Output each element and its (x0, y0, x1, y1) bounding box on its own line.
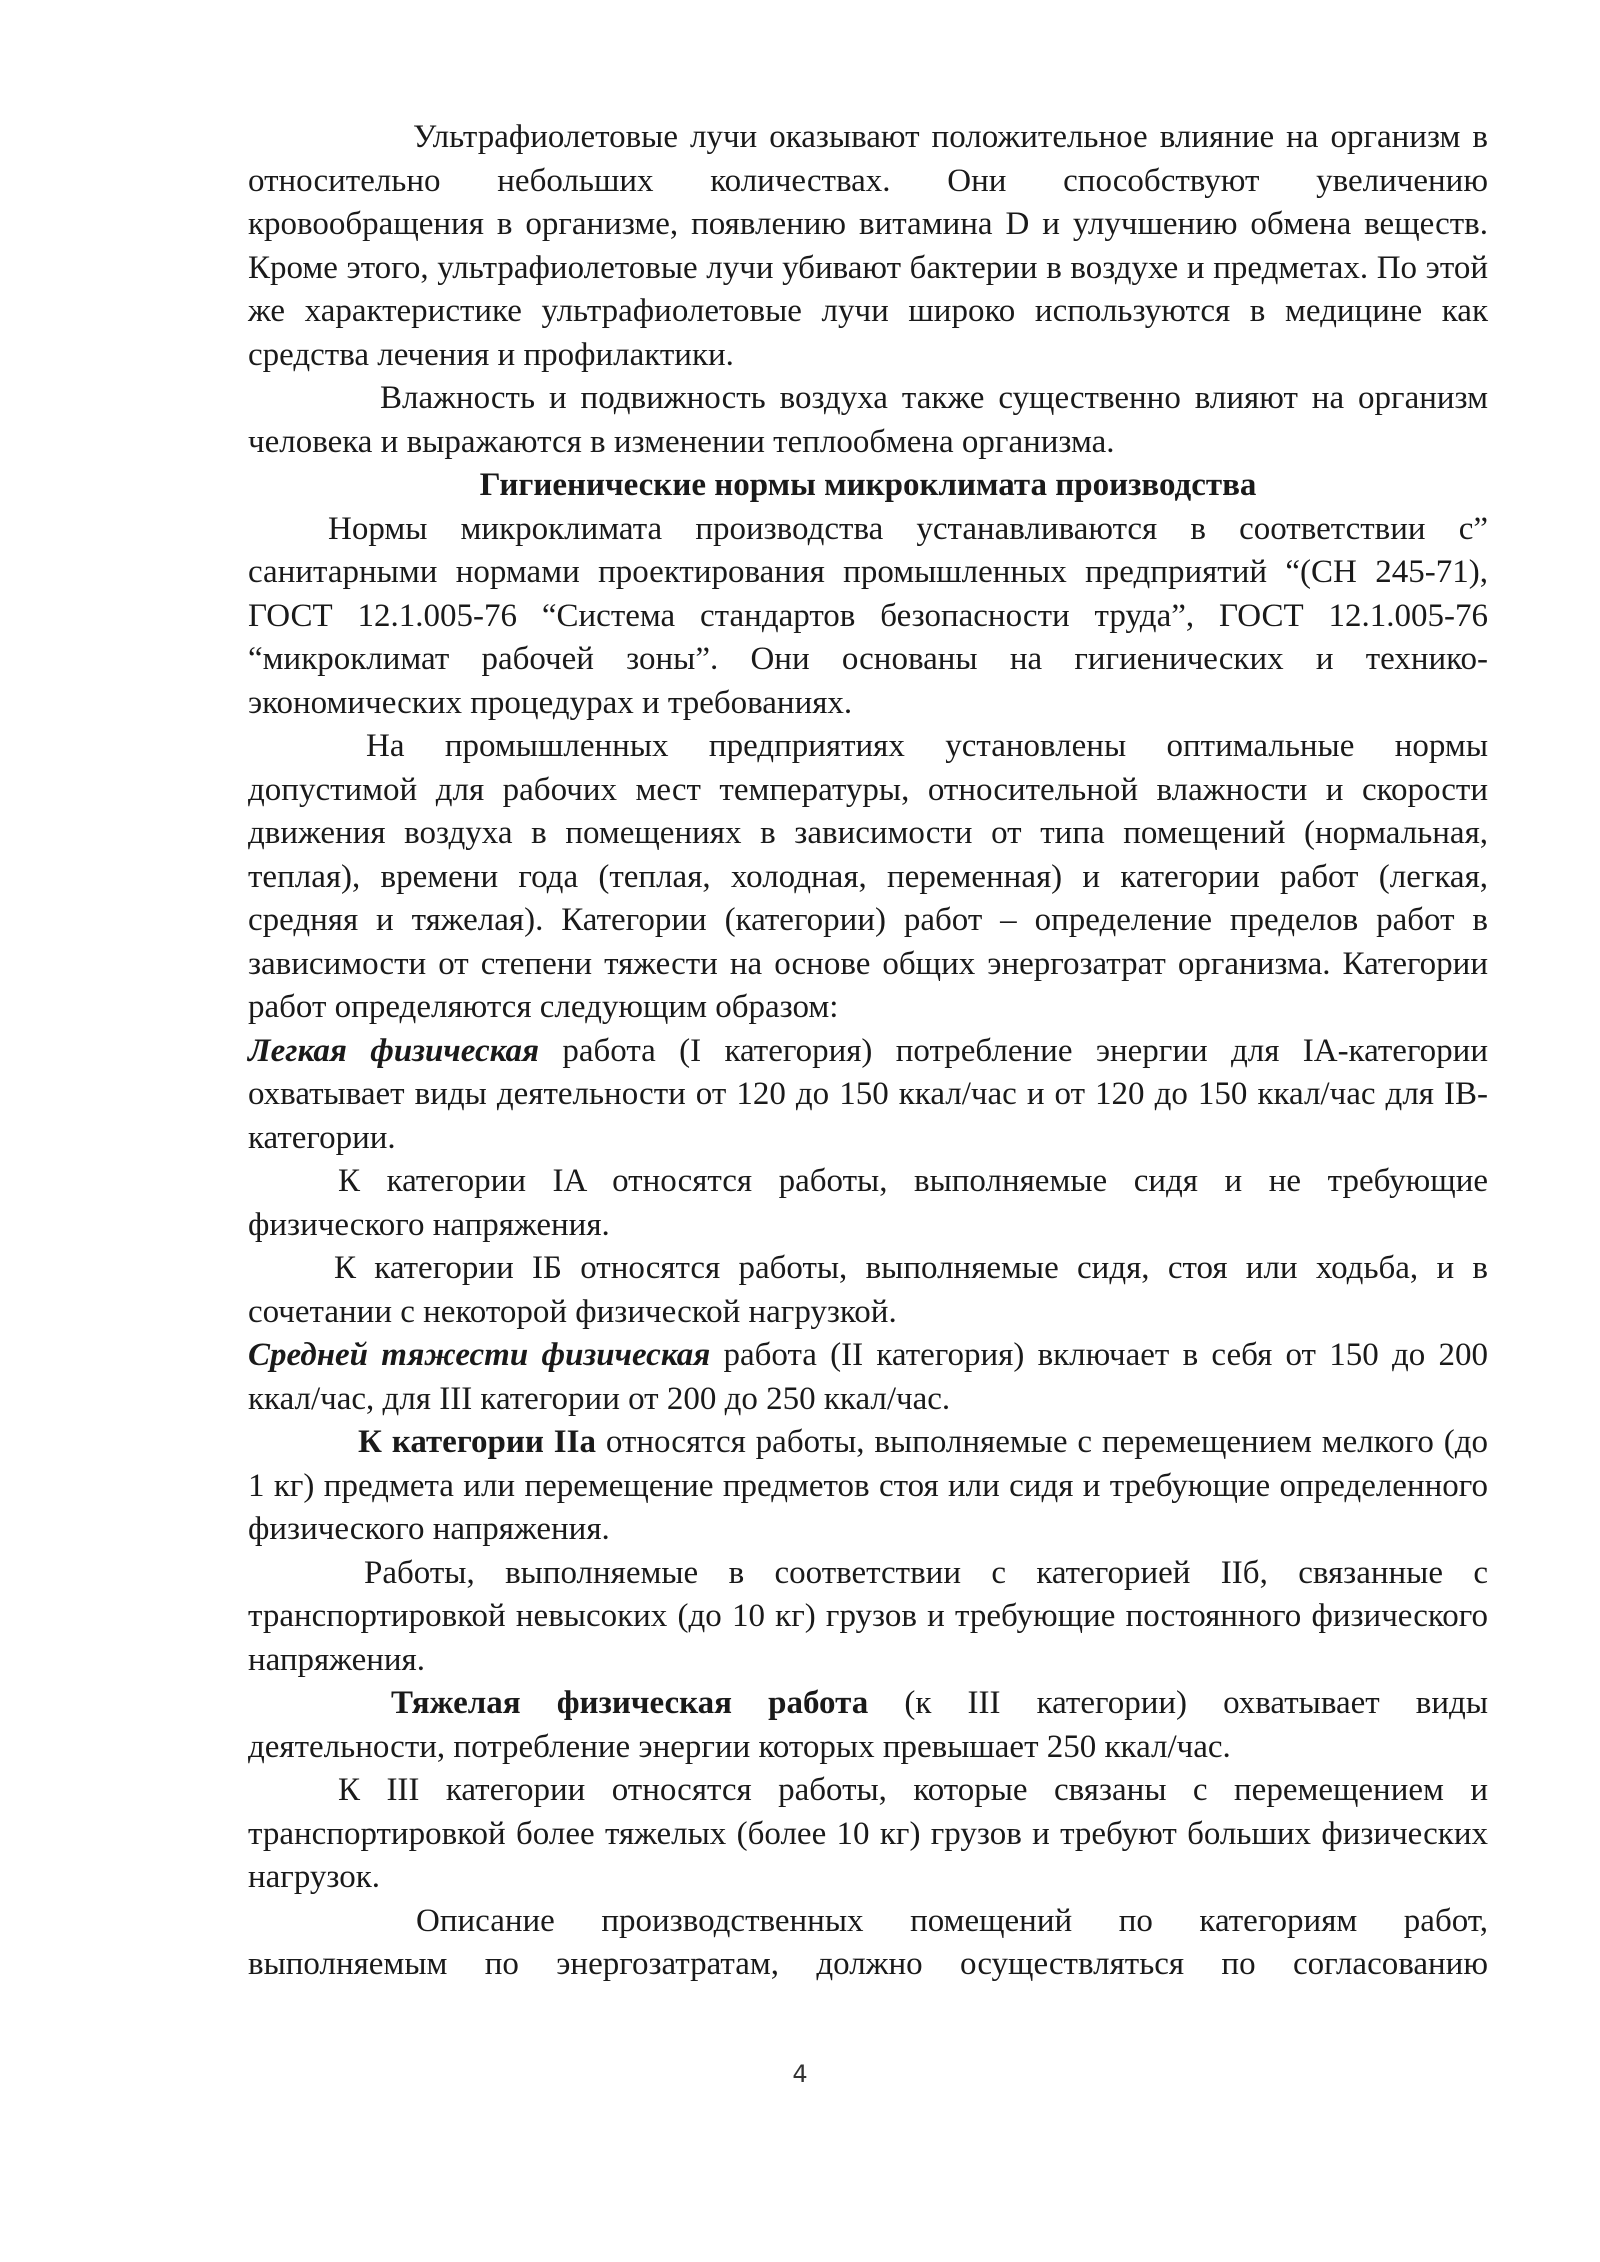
page-number: 4 (792, 2060, 808, 2088)
paragraph-medium-work (248, 1334, 1488, 1421)
emphasized-text: Тяжелая физическая работа (391, 1685, 869, 1721)
paragraph-text: К категории IБ относятся работы, выполняемые сидя, стоя или ходьба, и в сочетании с некоторой физической нагрузкой. (248, 1250, 1488, 1330)
paragraph-text: Нормы микроклимата производства устанавливаются в соответствии с” санитарными нормами проектирования промышленных предприятий “(СН 245-71), ГОСТ 12.1.005-76 “Система стандартов безопасности труда”, ГОСТ 12.1.005-76 “микроклимат рабочей зоны”. Они основаны на гигиенических и технико-экономических процедурах и требованиях. (248, 510, 1488, 721)
emphasized-text: Легкая физическая (248, 1032, 539, 1069)
paragraph-text: На промышленных предприятиях установлены оптимальные нормы допустимой для рабочих мест температуры, относительной влажности и скорости движения воздуха в помещениях в зависимости от типа помещений (нормальная, теплая), времени года (теплая, холодная, переменная) и категории работ (легкая, средняя и тяжелая). Категории (категории) работ – определение пределов работ в зависимости от степени тяжести на основе общих энергозатрат организма. Категории работ определяются следующим образом: (248, 728, 1488, 1025)
paragraph-cat-ia (248, 1160, 1488, 1247)
paragraph-text: (к III категории) охватывает виды деятельности, потребление энергии которых превышает 250 ккал/час. (248, 1685, 1489, 1765)
emphasized-text: Средней тяжести физическая (248, 1337, 711, 1373)
paragraph-text: К категории IA относятся работы, выполняемые сидя и не требующие физического напряжения. (248, 1163, 1488, 1243)
paragraph-optimal-norms (248, 725, 1488, 1030)
paragraph-light-work (248, 1030, 1488, 1161)
section-heading (248, 464, 1488, 508)
paragraph-text: работа (II категория) включает в себя от 150 до 200 ккал/час, для III категории от 200 до 250 ккал/час. (248, 1337, 1488, 1417)
paragraph-text: К III категории относятся работы, которые связаны с перемещением и транспортировкой более тяжелых (более 10 кг) грузов и требуют больших физических нагрузок. (248, 1772, 1488, 1895)
document-body (248, 116, 1488, 1987)
paragraph-cat-iia (248, 1421, 1488, 1552)
paragraph-cat-ib (248, 1247, 1488, 1334)
paragraph-heavy-work (248, 1682, 1488, 1769)
paragraph-text: Описание производственных помещений по категориям работ, выполняемым по энергозатратам, должно осуществляться по согласованию (248, 1902, 1488, 1982)
paragraph-description (248, 1900, 1488, 1987)
paragraph-text: относятся работы, выполняемые с перемещением мелкого (до 1 кг) предмета или перемещение предметов стоя или сидя и требующие определенного физического напряжения. (248, 1424, 1488, 1547)
paragraph-cat-iii (248, 1769, 1488, 1900)
paragraph-humidity (248, 377, 1488, 464)
paragraph-text: работа (I категория) потребление энергии для IA-категории охватывает виды деятельности от 120 до 150 ккал/час и от 120 до 150 ккал/час для IB-категории. (248, 1032, 1488, 1156)
paragraph-cat-iib (248, 1552, 1488, 1683)
paragraph-norms (248, 508, 1488, 726)
emphasized-text: К категории IIa (358, 1424, 596, 1460)
paragraph-text: Ультрафиолетовые лучи оказывают положительное влияние на организм в относительно небольших количествах. Они способствуют увеличению кровообращения в организме, появлению витамина D и улучшению обмена веществ. Кроме этого, ультрафиолетовые лучи убивают бактерии в воздухе и предметах. По этой же характеристике ультрафиолетовые лучи широко используются в медицине как средства лечения и профилактики. (248, 119, 1488, 373)
emphasized-text: Гигиенические нормы микроклимата производства (479, 467, 1257, 503)
paragraph-text: Работы, выполняемые в соответствии с категорией IIб, связанные с транспортировкой невысоких (до 10 кг) грузов и требующие постоянного физического напряжения. (248, 1554, 1488, 1678)
paragraph-text: Влажность и подвижность воздуха также существенно влияют на организм человека и выражаются в изменении теплообмена организма. (248, 380, 1488, 460)
paragraph-uv-effects (248, 116, 1488, 377)
